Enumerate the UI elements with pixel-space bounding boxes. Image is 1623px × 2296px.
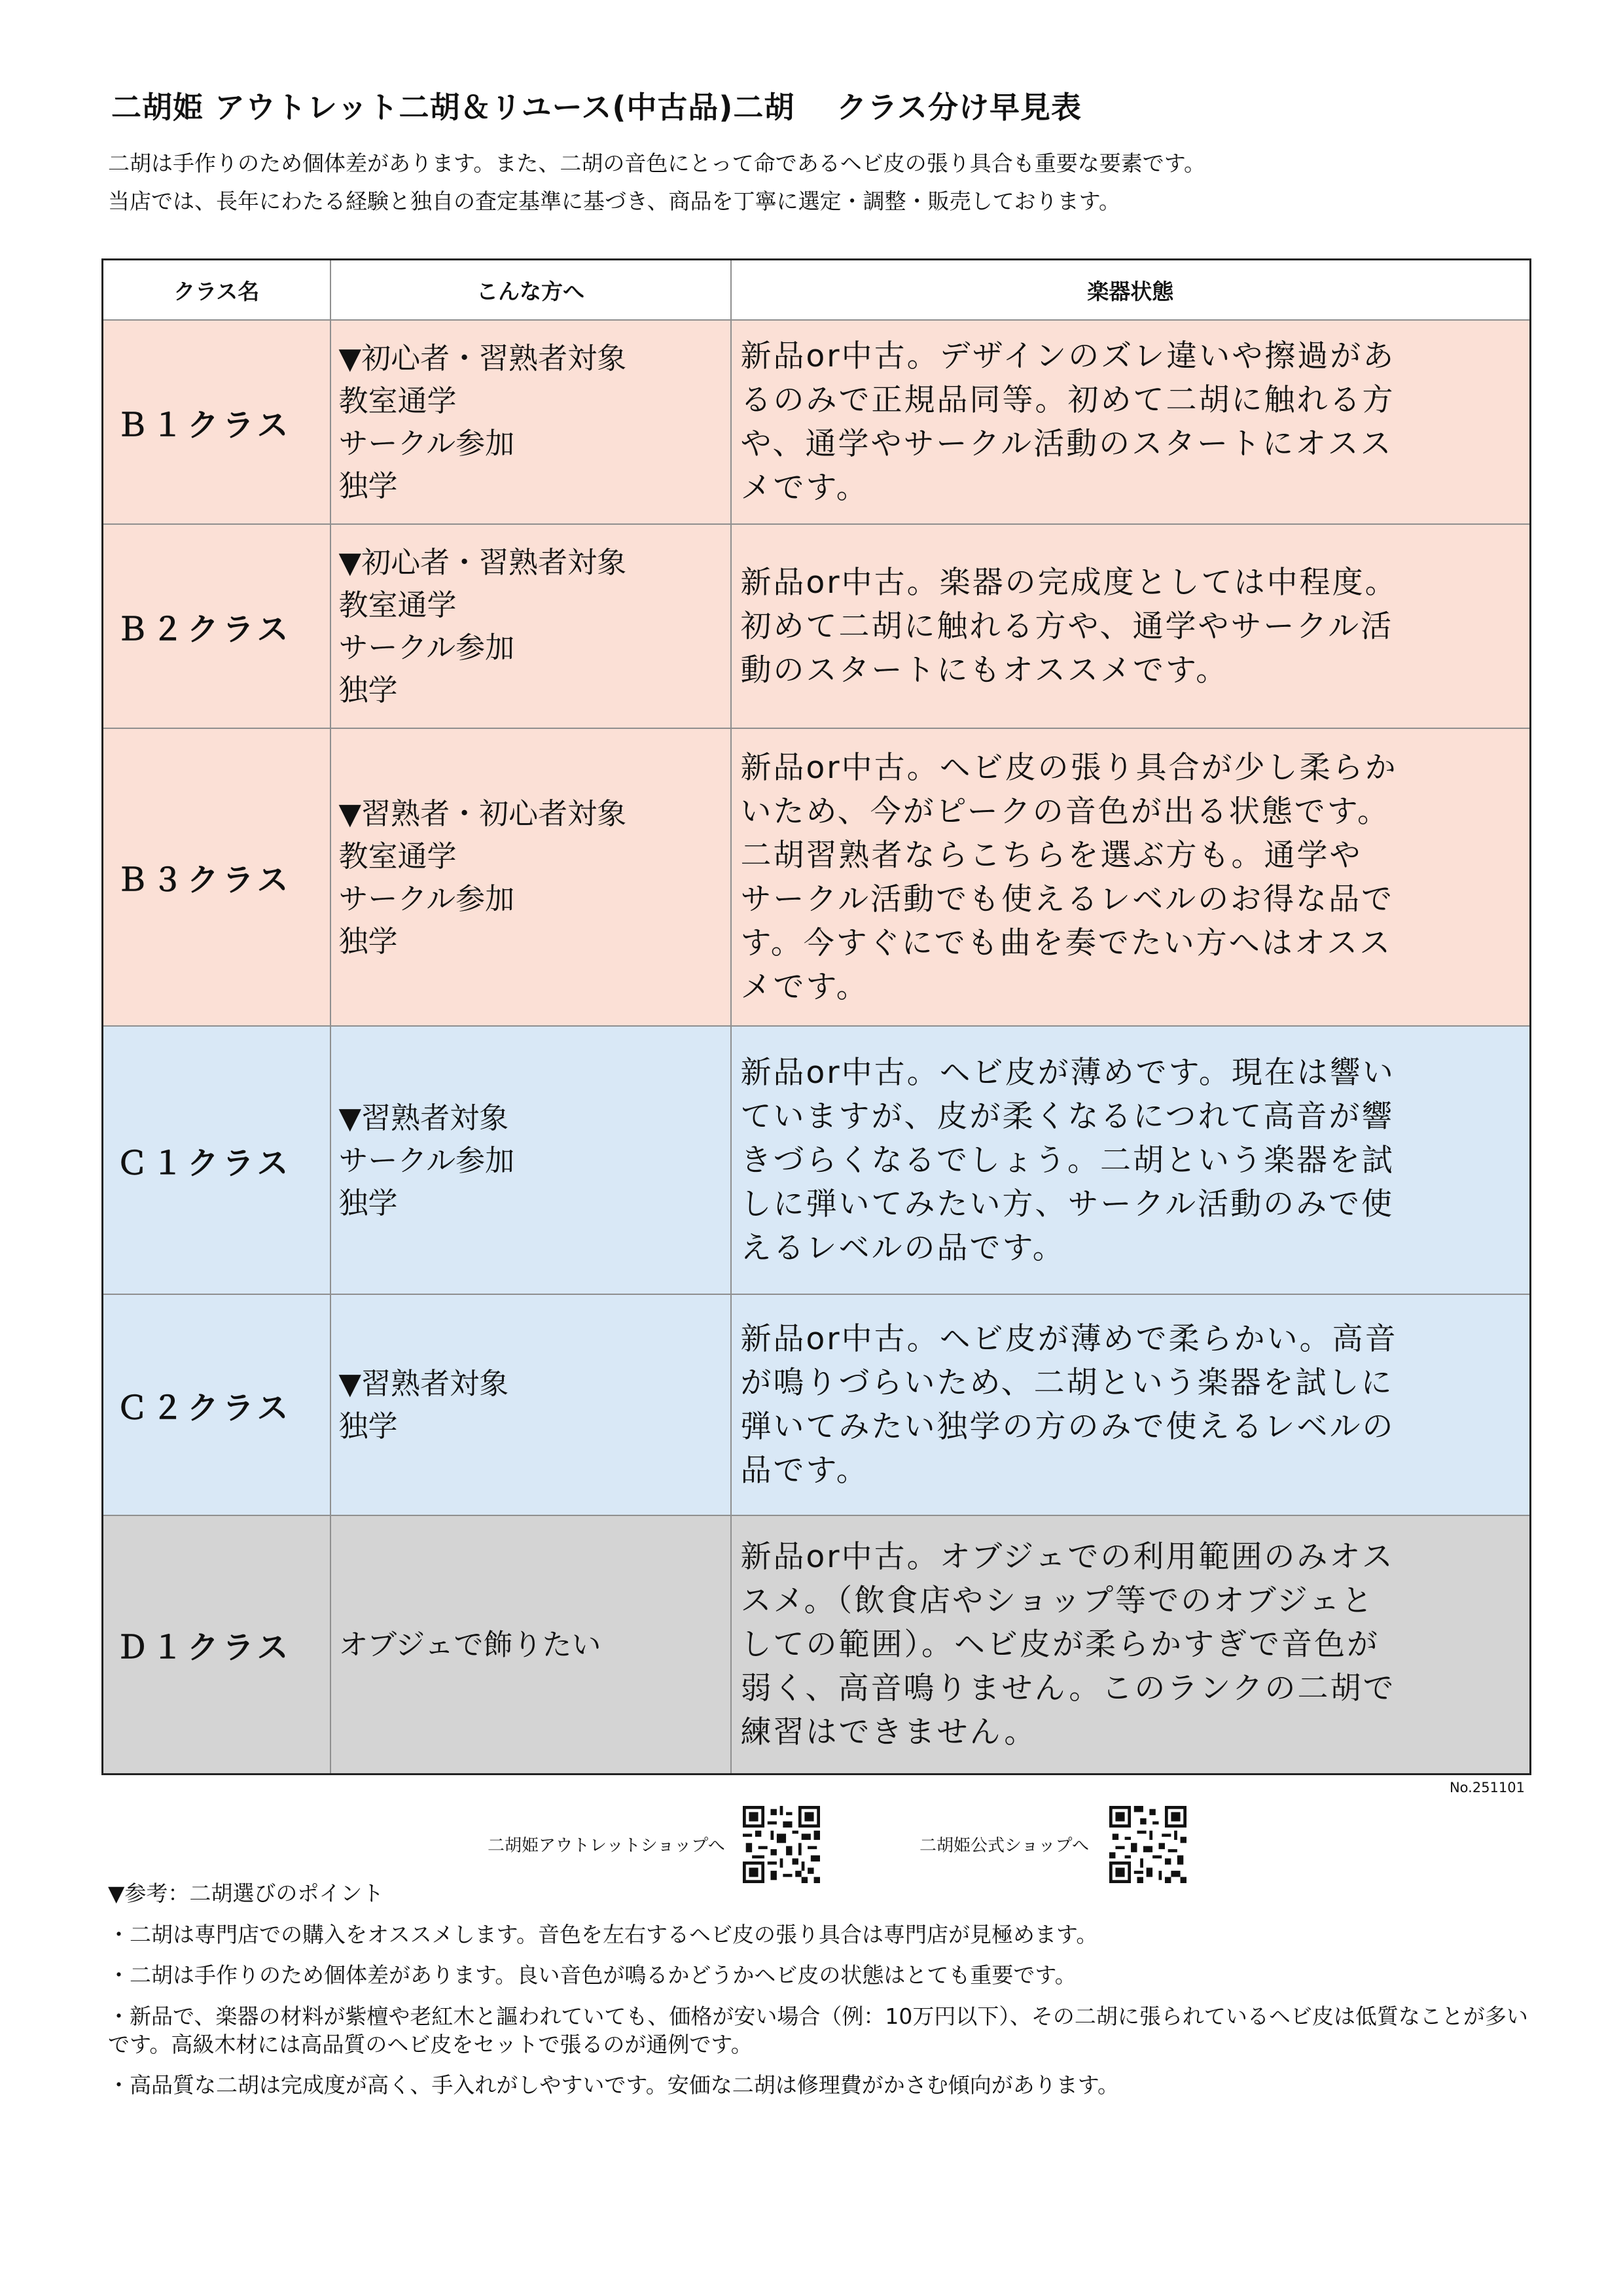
condition-line: 二胡習熟者ならこちらを選ぶ方も。通学や — [740, 837, 1363, 874]
table-header-row — [103, 260, 1531, 321]
target-cell — [330, 1515, 731, 1774]
target-line: ▼習熟者対象 — [338, 1366, 509, 1401]
condition-line: えるレベルの品です。 — [740, 1229, 1065, 1266]
class-name-cell: Ｄ１クラス — [103, 1515, 330, 1774]
condition-line: 新品or中古。ヘビ皮が薄めです。現在は響い — [740, 1054, 1395, 1091]
condition-line: 弾いてみたい独学の方のみで使えるレベルの — [740, 1409, 1395, 1445]
target-line: ▼初心者・習熟者対象 — [338, 545, 627, 580]
condition-cell — [731, 728, 1531, 1026]
class-table — [101, 258, 1531, 1775]
condition-line: 新品or中古。デザインのズレ違いや擦過があ — [740, 338, 1396, 374]
table-row — [103, 524, 1531, 728]
condition-line: ていますが、皮が柔くなるにつれて高音が響 — [740, 1098, 1395, 1135]
target-line: ▼初心者・習熟者対象 — [338, 341, 627, 376]
condition-line: 品です。 — [740, 1453, 869, 1489]
class-name-cell: Ｃ２クラス — [103, 1294, 330, 1515]
condition-cell — [731, 1515, 1531, 1774]
condition-line: るのみで正規品同等。初めて二胡に触れる方 — [740, 382, 1395, 418]
condition-line: や、通学やサークル活動のスタートにオスス — [740, 426, 1393, 462]
qr-official-label: 二胡姫公式ショップへ — [919, 1836, 1089, 1856]
table-row — [103, 1294, 1531, 1515]
reference-note: ・二胡は専門店での購入をオススメします。音色を左右するヘビ皮の張り具合は専門店が見極めます。 — [108, 1922, 1098, 1947]
condition-line: サークル活動でも使えるレベルのお得な品で — [740, 881, 1395, 917]
target-line: 独学 — [338, 923, 398, 959]
target-line: オブジェで飾りたい — [338, 1627, 601, 1662]
target-line: 独学 — [338, 1185, 398, 1220]
condition-line: す。今すぐにでも曲を奏でたい方へはオスス — [740, 925, 1393, 961]
class-name-cell: Ｃ１クラス — [103, 1026, 330, 1294]
class-name-cell: Ｂ１クラス — [103, 320, 330, 524]
reference-heading: ▼参考：二胡選びのポイント — [108, 1881, 384, 1906]
reference-note: ・二胡は手作りのため個体差があります。良い音色が鳴るかどうかヘビ皮の状態はとても重要です。 — [108, 1962, 1077, 1988]
target-cell — [330, 728, 731, 1026]
condition-line: が鳴りづらいため、二胡という楽器を試しに — [740, 1365, 1394, 1401]
class-name-cell: Ｂ２クラス — [103, 524, 330, 728]
target-line: サークル参加 — [338, 630, 515, 665]
page-title: 二胡姫 アウトレット二胡＆リユース(中古品)二胡 クラス分け早見表 — [111, 90, 1082, 125]
reference-note: ・高品質な二胡は完成度が高く、手入れがしやすいです。安価な二胡は修理費がかさむ傾向があります。 — [108, 2072, 1120, 2098]
target-line: サークル参加 — [338, 1142, 515, 1178]
target-cell — [330, 524, 731, 728]
condition-line: 動のスタートにもオススメです。 — [740, 652, 1229, 688]
condition-line: 初めて二胡に触れる方や、通学やサークル活 — [740, 608, 1394, 645]
reference-note: ・新品で、楽器の材料が紫檀や老紅木と謳われていても、価格が安い場合（例：10万円以下）、その二胡に張られているヘビ皮は低質なことが多いです。高級木材には高品質のヘビ皮をセットで張るのが通例です。 — [108, 2004, 1528, 2057]
target-cell — [330, 1294, 731, 1515]
target-cell — [330, 1026, 731, 1294]
header-class-name: クラス名 — [103, 260, 330, 321]
table-row — [103, 1026, 1531, 1294]
condition-line: きづらくなるでしょう。二胡という楽器を試 — [740, 1142, 1395, 1178]
condition-cell — [731, 1294, 1531, 1515]
condition-line: 新品or中古。オブジェでの利用範囲のみオス — [740, 1538, 1395, 1575]
target-line: 独学 — [338, 468, 398, 503]
condition-line: メです。 — [740, 470, 869, 506]
intro-line-2: 当店では、長年にわたる経験と独自の査定基準に基づき、商品を丁寧に選定・調整・販売しております。 — [108, 188, 1121, 214]
qr-outlet-label: 二胡姫アウトレットショップへ — [488, 1836, 725, 1856]
header-target: こんな方へ — [330, 260, 731, 321]
intro-line-1: 二胡は手作りのため個体差があります。また、二胡の音色にとって命であるヘビ皮の張り具合も重要な要素です。 — [108, 150, 1206, 176]
target-line: サークル参加 — [338, 426, 515, 461]
table-row — [103, 1515, 1531, 1774]
condition-line: しての範囲）。ヘビ皮が柔らかすぎで音色が — [740, 1626, 1380, 1663]
target-line: ▼習熟者・初心者対象 — [338, 796, 627, 831]
target-cell — [330, 320, 731, 524]
target-line: 教室通学 — [338, 383, 457, 418]
target-line: 独学 — [338, 1409, 398, 1443]
target-line: サークル参加 — [338, 881, 515, 916]
table-row — [103, 728, 1531, 1026]
condition-line: いため、今がピークの音色が出る状態です。 — [740, 793, 1390, 830]
condition-line: 新品or中古。楽器の完成度としては中程度。 — [740, 564, 1398, 601]
condition-line: しに弾いてみたい方、サークル活動のみで使 — [740, 1186, 1395, 1222]
class-name-cell: Ｂ３クラス — [103, 728, 330, 1026]
condition-line: 弱く、高音鳴りません。このランクの二胡で — [740, 1670, 1396, 1706]
condition-cell — [731, 1026, 1531, 1294]
header-condition: 楽器状態 — [731, 260, 1531, 321]
target-line: 独学 — [338, 673, 398, 707]
condition-line: メです。 — [740, 968, 869, 1005]
condition-line: 新品or中古。ヘビ皮の張り具合が少し柔らか — [740, 749, 1398, 786]
table-row — [103, 320, 1531, 524]
condition-cell — [731, 320, 1531, 524]
condition-line: 新品or中古。ヘビ皮が薄めで柔らかい。高音 — [740, 1321, 1398, 1357]
target-line: ▼習熟者対象 — [338, 1100, 509, 1135]
official-qr-code-icon[interactable] — [1109, 1806, 1186, 1883]
target-line: 教室通学 — [338, 588, 457, 622]
target-line: 教室通学 — [338, 838, 457, 874]
outlet-qr-code-icon[interactable] — [743, 1806, 820, 1883]
document-number: No.251101 — [1449, 1780, 1525, 1795]
condition-line: 練習はできません。 — [740, 1714, 1037, 1750]
condition-line: スメ。（飲食店やショップ等でのオブジェと — [740, 1582, 1375, 1619]
condition-cell — [731, 524, 1531, 728]
